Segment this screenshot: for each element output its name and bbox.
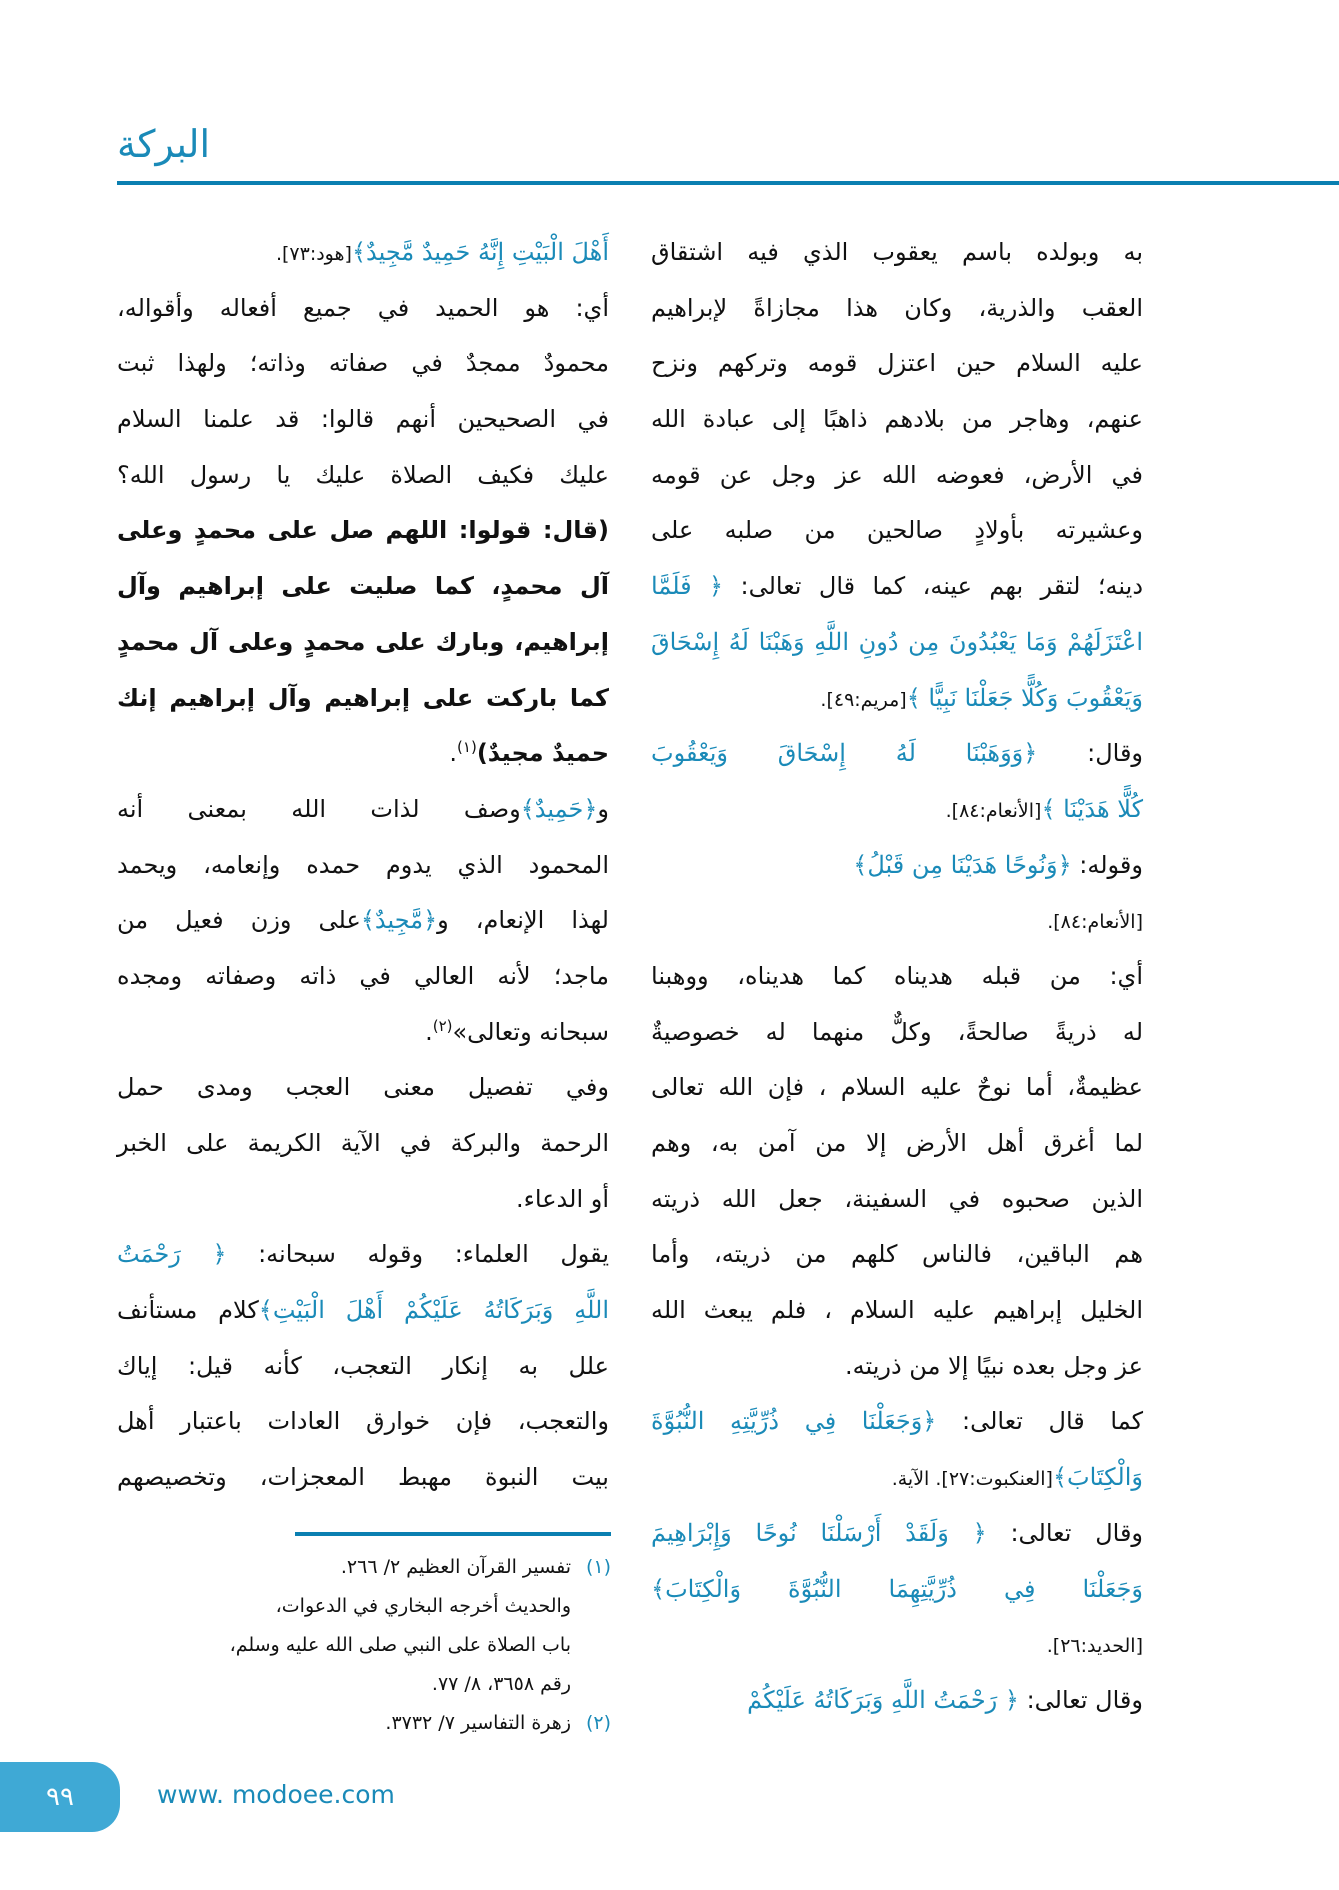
text-segment: عظيمةٌ، أما نوحٌ عليه السلام ، فإن الله تعالى [651, 1073, 1143, 1102]
quran-verse: كُلًّا هَدَيْنَا ﴾ [1041, 794, 1143, 823]
footnote-marker: (١) [457, 738, 477, 757]
verse-reference: [الأنعام:٨٤]. [1047, 911, 1143, 934]
footnote-number: (١) [585, 1556, 611, 1578]
running-header-title: البركة [117, 122, 211, 166]
footnote-number: (٢) [585, 1712, 611, 1734]
text-line [651, 1172, 1143, 1228]
footnote-rule [295, 1532, 611, 1536]
text-segment: به وبولده باسم يعقوب الذي فيه اشتقاق [651, 238, 1143, 266]
text-line [651, 1227, 1143, 1283]
footnote-line [229, 1626, 611, 1665]
text-segment: كلام مستأنف [117, 1296, 259, 1325]
text-line [651, 782, 1143, 838]
footnote-line [295, 1665, 611, 1704]
text-segment: على وزن فعيل من [117, 906, 361, 935]
text-line [651, 726, 1143, 782]
text-line [651, 1562, 1143, 1618]
text-segment: عليك فكيف الصلاة عليك يا رسول الله؟ [117, 460, 609, 489]
text-segment: الرحمة والبركة في الآية الكريمة على الخبر [117, 1129, 609, 1157]
text-line [117, 1005, 609, 1061]
text-segment: كما باركت على إبراهيم وآل إبراهيم إنك [117, 683, 609, 712]
text-segment: وقال تعالى: [1018, 1685, 1143, 1714]
text-line [651, 1394, 1143, 1450]
text-line [651, 838, 1143, 894]
text-line [651, 1506, 1143, 1562]
verse-reference: [العنكبوت:٢٧]. الآية. [891, 1468, 1053, 1491]
text-segment: في الأرض، فعوضه الله عز وجل عن قومه [651, 460, 1143, 489]
header-rule [117, 181, 1339, 185]
right-text-column [651, 225, 1143, 1729]
footnote-text: تفسير القرآن العظيم ٢/ ٢٦٦. [340, 1556, 571, 1578]
text-segment: سبحانه وتعالى» [452, 1017, 609, 1046]
text-segment: لما أغرق أهل الأرض إلا من آمن به، وهم [651, 1129, 1143, 1157]
text-segment: علل به إنكار التعجب، كأنه قيل: إياك [117, 1351, 609, 1380]
text-line [117, 1450, 609, 1506]
quran-verse: ﴿ رَحْمَتُ [117, 1240, 227, 1269]
text-line [651, 559, 1143, 615]
text-segment: أو الدعاء. [515, 1184, 609, 1213]
quran-verse: وَجَعَلْنَا فِي ذُرِّيَّتِهِمَا النُّبُوَّةَ وَالْكِتَابَ﴾ [651, 1574, 1143, 1603]
text-segment: ماجد؛ لأنه العالي في ذاته وصفاته ومجده [117, 961, 609, 990]
text-line [117, 1116, 609, 1172]
quran-verse: أَهْلَ الْبَيْتِ إِنَّهُ حَمِيدٌ مَّجِيدٌ﴾ [351, 238, 609, 266]
text-line [651, 893, 1143, 949]
text-line [651, 1450, 1143, 1506]
footnote-text: زهرة التفاسير ٧/ ٣٧٣٢. [385, 1712, 571, 1734]
text-segment: وعشيرته بأولادٍ صالحين من صلبه على [651, 516, 1143, 545]
text-line [117, 1339, 609, 1395]
text-line [117, 281, 609, 337]
quran-verse: وَالْكِتَابَ﴾ [1052, 1463, 1143, 1492]
text-line [117, 726, 609, 782]
page-number: ٩٩ [0, 1762, 120, 1832]
verse-reference: [مريم:٤٩]. [820, 688, 907, 711]
text-line [651, 1005, 1143, 1061]
text-segment: إبراهيم، وبارك على محمدٍ وعلى آل محمدٍ [117, 627, 609, 656]
text-line [651, 336, 1143, 392]
text-line [117, 1227, 609, 1283]
quran-verse: ﴿حَمِيدٌ﴾ [520, 794, 598, 823]
text-segment: وقوله: [1071, 850, 1143, 879]
footnotes [229, 1548, 611, 1743]
text-line [117, 559, 609, 615]
text-line [117, 1060, 609, 1116]
quran-verse: ﴿وَجَعَلْنَا فِي ذُرِّيَّتِهِ النُّبُوَّةَ [651, 1407, 937, 1436]
quran-verse: ﴿وَوَهَبْنَا لَهُ إِسْحَاقَ وَيَعْقُوبَ [651, 739, 1038, 768]
website-link[interactable]: www. modoee.com [157, 1780, 395, 1809]
text-line [651, 448, 1143, 504]
text-line [117, 782, 609, 838]
text-segment: المحمود الذي يدوم حمده وإنعامه، ويحمد [117, 850, 609, 879]
text-line [117, 949, 609, 1005]
quran-verse: وَيَعْقُوبَ وَكُلًّا جَعَلْنَا نَبِيًّا ﴾ [906, 683, 1143, 712]
text-line [117, 893, 609, 949]
text-segment: دينه؛ لتقر بهم عينه، كما قال تعالى: [723, 572, 1144, 601]
text-line [117, 1172, 609, 1228]
quran-verse: ﴿ فَلَمَّا [651, 572, 724, 601]
text-segment: بيت النبوة مهبط المعجزات، وتخصيصهم [117, 1463, 609, 1492]
text-line [651, 1617, 1143, 1673]
text-line [651, 281, 1143, 337]
text-segment: محمودٌ ممجدٌ في صفاته وذاته؛ ولهذا ثبت [117, 349, 609, 378]
verse-reference: [هود:٧٣]. [275, 243, 352, 265]
quran-verse: ﴿وَنُوحًا هَدَيْنَا مِن قَبْلُ﴾ [853, 850, 1072, 879]
text-segment: عز وجل بعده نبيًا إلا من ذريته. [844, 1351, 1143, 1380]
left-text-column [117, 225, 609, 1506]
quran-verse: اللَّهِ وَبَرَكَاتُهُ عَلَيْكُمْ أَهْلَ الْبَيْتِ﴾ [258, 1296, 610, 1325]
text-segment: الخليل إبراهيم عليه السلام ، فلم يبعث الله [651, 1296, 1143, 1325]
text-segment: أي: هو الحميد في جميع أفعاله وأقواله، [117, 293, 609, 322]
text-segment: و [597, 794, 609, 823]
text-line [117, 336, 609, 392]
text-segment: والتعجب، فإن خوارق العادات باعتبار أهل [117, 1407, 609, 1436]
text-segment: وقال تعالى: [986, 1518, 1144, 1547]
text-line [117, 838, 609, 894]
text-line [651, 225, 1143, 281]
text-segment: وقال: [1037, 739, 1143, 768]
footnote-text: رقم ٣٦٥٨، ٨/ ٧٧. [431, 1673, 571, 1695]
quran-verse: اعْتَزَلَهُمْ وَمَا يَعْبُدُونَ مِن دُونِ اللَّهِ وَهَبْنَا لَهُ إِسْحَاقَ [651, 627, 1143, 656]
quran-verse: ﴿ وَلَقَدْ أَرْسَلْنَا نُوحًا وَإِبْرَاهِيمَ [651, 1518, 987, 1547]
text-line [117, 225, 609, 281]
text-segment: عنهم، وهاجر من بلادهم ذاهبًا إلى عبادة الله [651, 405, 1143, 434]
text-line [651, 671, 1143, 727]
text-line [117, 503, 609, 559]
text-line [117, 1394, 609, 1450]
text-segment: هم الباقين، فالناس كلهم من ذريته، وأما [651, 1240, 1143, 1269]
text-segment: له ذريةً صالحةً، وكلٌّ منهما له خصوصيةٌ [651, 1017, 1143, 1046]
text-line [651, 1339, 1143, 1395]
verse-reference: [الحديد:٢٦]. [1046, 1635, 1143, 1658]
text-line [117, 392, 609, 448]
quran-verse: ﴿ رَحْمَتُ اللَّهِ وَبَرَكَاتُهُ عَلَيْكُمْ [747, 1685, 1019, 1714]
text-segment: كما قال تعالى: [936, 1407, 1143, 1436]
footnote-line [295, 1704, 611, 1743]
text-segment: العقب والذرية، وكان هذا مجازاةً لإبراهيم [651, 293, 1143, 322]
footnote-text: باب الصلاة على النبي صلى الله عليه وسلم، [229, 1634, 571, 1656]
verse-reference: [الأنعام:٨٤]. [945, 799, 1042, 822]
footnote-line [275, 1587, 611, 1626]
text-line [117, 1283, 609, 1339]
text-segment: الذين صحبوه في السفينة، جعل الله ذريته [651, 1184, 1143, 1213]
text-segment: . [449, 739, 458, 768]
text-segment: حميدٌ مجيدٌ) [476, 739, 609, 768]
footnote-marker: (٢) [432, 1016, 453, 1035]
text-segment: آل محمدٍ، كما صليت على إبراهيم وآل [117, 572, 609, 601]
text-line [651, 615, 1143, 671]
text-line [651, 1673, 1143, 1729]
text-segment: . [425, 1017, 433, 1046]
text-segment: في الصحيحين أنهم قالوا: قد علمنا السلام [117, 405, 609, 434]
text-segment: لهذا الإنعام، و [437, 906, 609, 935]
text-line [651, 392, 1143, 448]
text-line [117, 448, 609, 504]
text-segment: وفي تفصيل معنى العجب ومدى حمل [117, 1073, 609, 1102]
text-line [651, 1283, 1143, 1339]
text-segment: يقول العلماء: وقوله سبحانه: [226, 1240, 609, 1269]
text-line [651, 503, 1143, 559]
text-line [117, 671, 609, 727]
text-line [117, 615, 609, 671]
text-line [651, 1060, 1143, 1116]
quran-verse: ﴿مَّجِيدٌ﴾ [360, 906, 438, 935]
text-segment: أي: من قبله هديناه كما هديناه، ووهبنا [651, 961, 1143, 990]
text-line [651, 1116, 1143, 1172]
footnote-text: والحديث أخرجه البخاري في الدعوات، [275, 1595, 571, 1617]
text-segment: (قال: قولوا: اللهم صل على محمدٍ وعلى [117, 516, 609, 545]
footnote-line [295, 1548, 611, 1587]
text-segment: وصف لذات الله بمعنى أنه [117, 794, 521, 823]
text-segment: عليه السلام حين اعتزل قومه وتركهم ونزح [651, 349, 1143, 378]
text-line [651, 949, 1143, 1005]
